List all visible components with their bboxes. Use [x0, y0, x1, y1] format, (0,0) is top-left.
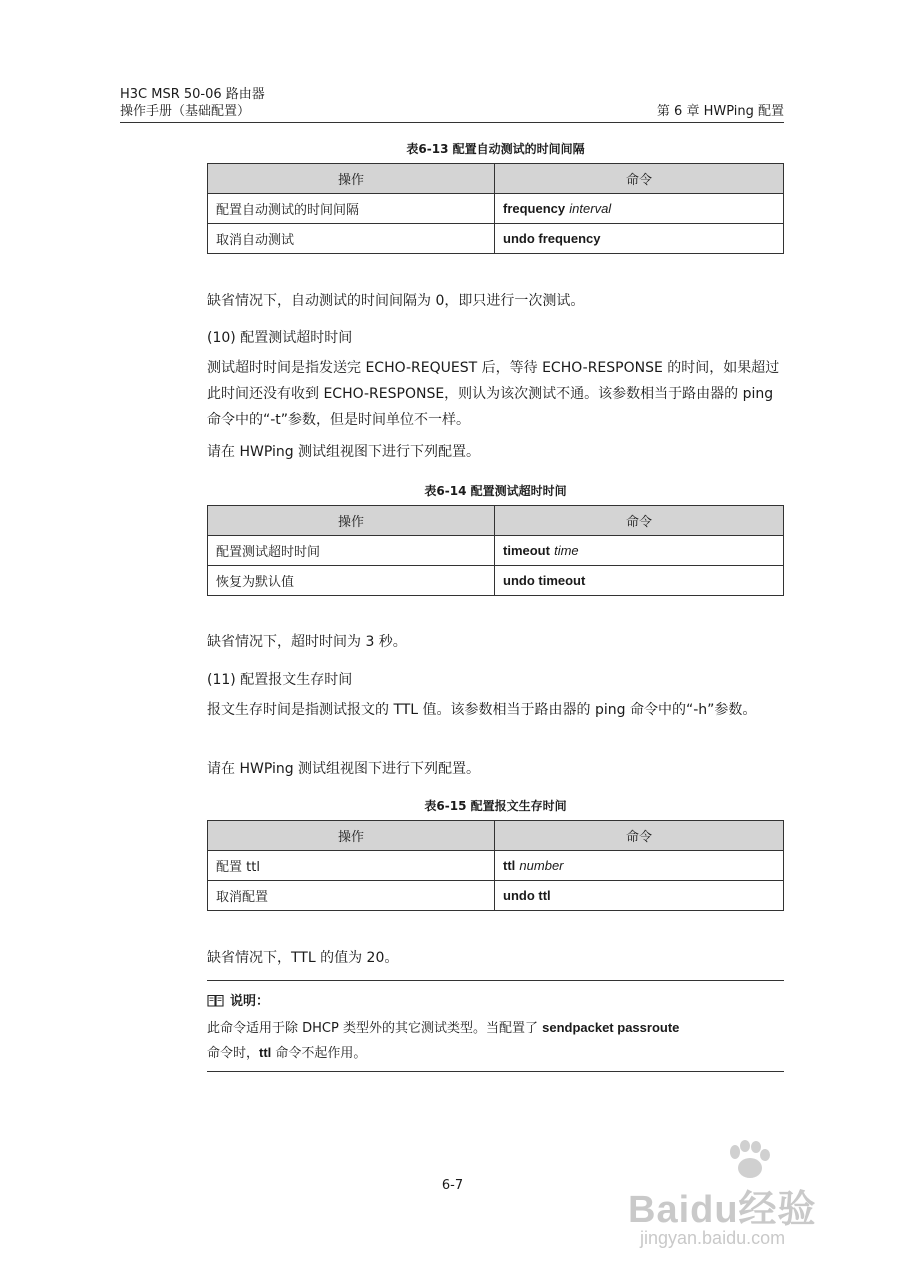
- table-15-header-cmd: 命令: [495, 821, 784, 851]
- note-line: [207, 1016, 784, 1041]
- table-14-header-op: 操作: [208, 506, 495, 536]
- section-10-title: (10) 配置测试超时时间: [207, 330, 353, 346]
- note-text: 此命令适用于除 DHCP 类型外的其它测试类型。当配置了: [207, 1021, 543, 1036]
- note-body: [207, 1016, 784, 1066]
- command-keyword: undo timeout: [503, 572, 586, 588]
- section-11-body: 报文生存时间是指测试报文的 TTL 值。该参数相当于路由器的 ping 命令中的“-h”参数。: [207, 702, 757, 718]
- watermark-brand: Baidu经验: [628, 1189, 817, 1231]
- table-cell-cmd: [495, 536, 784, 566]
- table-row: [208, 851, 784, 881]
- command-keyword: ttl: [259, 1045, 272, 1060]
- page-number: 6-7: [441, 1178, 464, 1193]
- section-10-body: 测试超时时间是指发送完 ECHO-REQUEST 后，等待 ECHO-RESPONSE 的时间，如果超过此时间还没有收到 ECHO-RESPONSE，则认为该次测试不通。该参数相当于路由器的 ping 命令中的“-t”参数，但是时间单位不一样。: [207, 360, 780, 428]
- note-text: 命令时，: [207, 1046, 260, 1061]
- chapter-title: 第 6 章 HWPing 配置: [656, 104, 784, 119]
- table-14-caption: 表6-14 配置测试超时时间: [424, 484, 567, 498]
- table-row: [208, 566, 784, 596]
- table-cell-op: 取消自动测试: [208, 224, 495, 254]
- manual-title: 操作手册（基础配置）: [120, 104, 251, 119]
- command-argument: interval: [569, 200, 612, 216]
- table-cell-op: 配置测试超时时间: [208, 536, 495, 566]
- baidu-watermark: [628, 1140, 868, 1250]
- default-timeout-text: 缺省情况下，超时时间为 3 秒。: [207, 634, 407, 650]
- note-top-rule: [207, 980, 784, 981]
- section-11-instruction: 请在 HWPing 测试组视图下进行下列配置。: [207, 761, 481, 777]
- header-divider: [120, 122, 784, 123]
- table-cell-cmd: [495, 566, 784, 596]
- table-15-header-op: 操作: [208, 821, 495, 851]
- table-13-caption: 表6-13 配置自动测试的时间间隔: [406, 142, 585, 156]
- table-cell-op: 配置 ttl: [208, 851, 495, 881]
- watermark-url: jingyan.baidu.com: [640, 1228, 786, 1248]
- book-icon: [207, 994, 224, 1011]
- command-keyword: frequency: [503, 200, 566, 216]
- note-line: [207, 1041, 784, 1066]
- command-keyword: undo ttl: [503, 887, 551, 903]
- product-title: H3C MSR 50-06 路由器: [120, 87, 265, 102]
- section-10-instruction: 请在 HWPing 测试组视图下进行下列配置。: [207, 444, 481, 460]
- table-14: [207, 505, 784, 596]
- note-title-text: 说明：: [230, 994, 270, 1009]
- paw-icon: [723, 1140, 773, 1180]
- table-cell-cmd: [495, 851, 784, 881]
- table-cell-cmd: [495, 881, 784, 911]
- table-14-header-cmd: 命令: [495, 506, 784, 536]
- table-cell-op: 取消配置: [208, 881, 495, 911]
- table-cell-cmd: [495, 194, 784, 224]
- table-13-header-cmd: 命令: [495, 164, 784, 194]
- note-bottom-rule: [207, 1071, 784, 1072]
- table-13-header-op: 操作: [208, 164, 495, 194]
- command-keyword: timeout: [503, 542, 550, 558]
- default-ttl-text: 缺省情况下，TTL 的值为 20。: [207, 950, 399, 966]
- note-text: 命令不起作用。: [271, 1046, 367, 1061]
- table-row: [208, 881, 784, 911]
- table-13: [207, 163, 784, 254]
- table-row: [208, 536, 784, 566]
- table-15: [207, 820, 784, 911]
- note-title: [207, 990, 269, 1011]
- section-11-title: (11) 配置报文生存时间: [207, 672, 353, 688]
- command-keyword: undo frequency: [503, 230, 601, 246]
- table-cell-op: 配置自动测试的时间间隔: [208, 194, 495, 224]
- table-cell-op: 恢复为默认值: [208, 566, 495, 596]
- table-cell-cmd: [495, 224, 784, 254]
- command-keyword: sendpacket passroute: [542, 1020, 680, 1035]
- table-row: [208, 194, 784, 224]
- default-frequency-text: 缺省情况下，自动测试的时间间隔为 0，即只进行一次测试。: [207, 293, 585, 309]
- command-argument: number: [519, 857, 564, 873]
- command-keyword: ttl: [503, 857, 516, 873]
- table-row: [208, 224, 784, 254]
- page-header: [120, 86, 784, 120]
- command-argument: time: [554, 542, 579, 558]
- table-15-caption: 表6-15 配置报文生存时间: [424, 799, 567, 813]
